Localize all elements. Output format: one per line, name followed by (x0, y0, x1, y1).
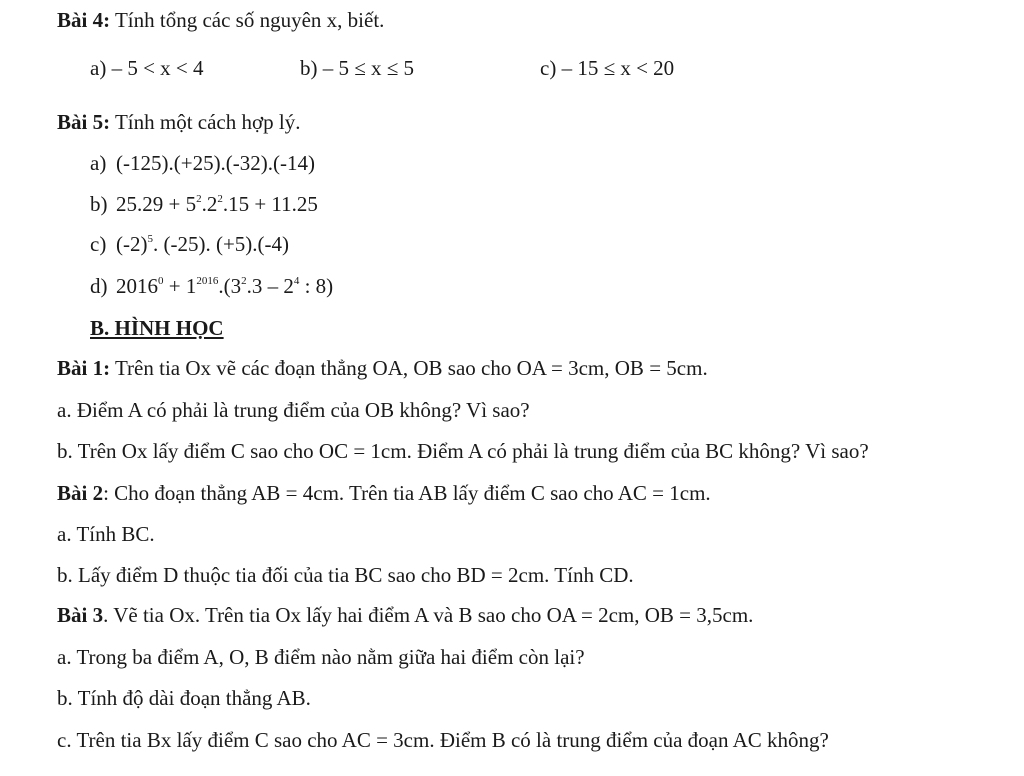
bai5-item-b (90, 194, 318, 215)
bai5-item-a-tag: a) (90, 151, 107, 175)
bai5-item-d (90, 276, 333, 297)
hh3-item-a: a. Trong ba điểm A, O, B điểm nào nằm giữa hai điểm còn lại? (57, 645, 585, 669)
hh3-item-c: c. Trên tia Bx lấy điểm C sao cho AC = 3cm. Điểm B có là trung điểm của đoạn AC không? (57, 728, 829, 752)
hh1-text: Trên tia Ox vẽ các đoạn thẳng OA, OB sao cho OA = 3cm, OB = 5cm. (110, 356, 708, 380)
bai4-item-b: b) – 5 ≤ x ≤ 5 (300, 56, 415, 80)
hh3-title (57, 605, 753, 626)
hh3-item-b: b. Tính độ dài đoạn thẳng AB. (57, 686, 311, 710)
hh1-item-a: a. Điểm A có phải là trung điểm của OB không? Vì sao? (57, 398, 530, 422)
bai5-d-s4: 4 (293, 275, 300, 287)
hh2-text: : Cho đoạn thẳng AB = 4cm. Trên tia AB lấy điểm C sao cho AC = 1cm. (103, 481, 711, 505)
bai5-heading: Bài 5: (57, 110, 111, 134)
bai4-text: Tính tổng các số nguyên x, biết. (110, 8, 385, 32)
hh2-heading: Bài 2 (57, 481, 104, 505)
bai5-item-a-expr: (-125).(+25).(-32).(-14) (116, 151, 316, 175)
bai4-item-a: a) – 5 < x < 4 (90, 56, 204, 80)
section-b-title: B. HÌNH HỌC (90, 316, 224, 340)
hh2-item-b: b. Lấy điểm D thuộc tia đối của tia BC sao cho BD = 2cm. Tính CD. (57, 563, 634, 587)
bai5-item-c (90, 234, 289, 255)
bai5-b-s2: 2 (217, 193, 223, 205)
bai5-d-p5: : 8) (299, 274, 334, 298)
bai5-c-p1: (-2) (116, 232, 148, 256)
bai5-item-b-tag: b) (90, 192, 108, 216)
bai5-d-p2: + 1 (163, 274, 197, 298)
bai5-c-p2: . (-25). (+5).(-4) (152, 232, 290, 256)
bai5-b-p3: .15 + 11.25 (222, 192, 318, 216)
bai4-title (57, 10, 384, 31)
bai5-d-p3: .(3 (218, 274, 242, 298)
hh2-title (57, 483, 711, 504)
hh1-item-b: b. Trên Ox lấy điểm C sao cho OC = 1cm. Điểm A có phải là trung điểm của BC không? Vì sao? (57, 439, 869, 463)
bai5-d-p1: 2016 (116, 274, 158, 298)
bai5-b-p1: 25.29 + 5 (116, 192, 197, 216)
bai5-b-p2: .2 (201, 192, 218, 216)
hh2-item-a: a. Tính BC. (57, 522, 155, 546)
hh1-heading: Bài 1: (57, 356, 111, 380)
bai4-heading: Bài 4: (57, 8, 111, 32)
bai5-d-s3: 2 (241, 275, 247, 287)
bai5-text: Tính một cách hợp lý. (110, 110, 301, 134)
bai5-title (57, 112, 300, 133)
bai5-d-s1: 0 (158, 275, 164, 287)
bai5-c-s1: 5 (147, 233, 153, 245)
hh3-text: . Vẽ tia Ox. Trên tia Ox lấy hai điểm A và B sao cho OA = 2cm, OB = 3,5cm. (103, 603, 754, 627)
bai5-b-s1: 2 (196, 193, 202, 205)
bai5-item-c-tag: c) (90, 232, 107, 256)
bai4-item-c: c) – 15 ≤ x < 20 (540, 56, 675, 80)
bai5-item-d-tag: d) (90, 274, 108, 298)
hh1-title (57, 358, 708, 379)
bai5-item-a (90, 153, 315, 174)
hh3-heading: Bài 3 (57, 603, 104, 627)
bai5-d-p4: .3 – 2 (246, 274, 294, 298)
bai5-d-s2: 2016 (196, 275, 219, 287)
